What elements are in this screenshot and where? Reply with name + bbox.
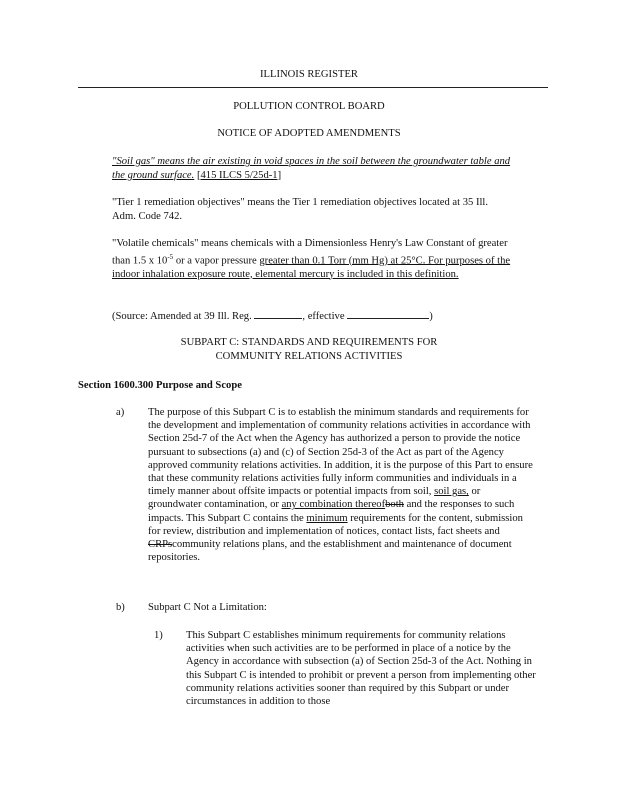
subsection-a-text: [148, 406, 536, 564]
subsection-a-inserted-soil-gas: soil gas,: [434, 486, 469, 498]
subsection-a-part-4: requirements for the content, submission for review, distribution and implementation of notices, contact lists, fact sheets and: [148, 512, 523, 537]
subsection-a-inserted-minimum: minimum: [306, 512, 348, 524]
definition-volatile-chemicals: [112, 237, 512, 281]
notice-title: NOTICE OF ADOPTED AMENDMENTS: [217, 128, 401, 139]
subsection-a-deleted-crps: CRPs: [148, 539, 173, 551]
definition-tier1: [112, 196, 512, 223]
board-title: POLLUTION CONTROL BOARD: [233, 101, 385, 112]
subsection-b1-text: This Subpart C establishes minimum requirements for community relations activities when such activities are to be performed in place of a notice by the Agency in accordance with subsection (a) of Section 25d-3 of the Act. Nothing in this Subpart C is intended to prohibit or prevent a person from implementing other community relations activities sooner than required by this Subpart or under circumstances in addition to those: [186, 630, 536, 708]
source-effective: , effective: [302, 311, 345, 322]
subsection-a-part-5: community relations plans, and the establishment and maintenance of document repositories.: [148, 539, 512, 564]
header-rule: [78, 87, 548, 88]
soil-gas-term: "Soil gas": [112, 156, 155, 167]
source-prefix: (Source: Amended at 39 Ill. Reg.: [112, 311, 252, 322]
voc-text-1: "Volatile chemicals" means: [112, 238, 231, 249]
subsection-b-label: b): [116, 602, 125, 613]
voc-text-3: or a vapor pressure: [173, 255, 260, 267]
subsection-b-text: Subpart C Not a Limitation:: [148, 602, 267, 613]
source-close: ): [429, 311, 433, 322]
tier1-text: "Tier 1 remediation objectives" means the Tier 1 remediation objectives located at 35 Ill. Adm. Code 742.: [112, 197, 489, 222]
voc-inserted-1: chemicals: [230, 238, 274, 249]
voc-exponent: -5: [167, 252, 174, 261]
subsection-a-deleted-both: both: [385, 499, 404, 511]
voc-text-2: with a Dimensionless Henry's Law Constant of greater than 1.5 x 10: [112, 238, 508, 267]
subpart-line-1: SUBPART C: STANDARDS AND REQUIREMENTS FOR: [180, 337, 438, 348]
soil-gas-text: means the air existing in void spaces in the soil between the groundwater table and the ground surface.: [112, 156, 511, 181]
section-heading: Section 1600.300 Purpose and Scope: [78, 380, 242, 391]
subpart-line-2: COMMUNITY RELATIONS ACTIVITIES: [215, 351, 403, 362]
subsection-a-part-1: The purpose of this Subpart C is to establish the minimum standards and requirements for the development and implementation of community relations activities in accordance with Section 25d-7 of the Act when the Agency has authorized a person to provide the notice pursuant to subsections (a) and (c) of Section 25d-3 of the Act as part of the Agency approved community relations activities. In addition, it is the purpose of this Part to ensure that these community relations activities fully inform communities and individuals in a timely manner about offsite impacts or potential impacts from soil,: [148, 407, 533, 498]
subsection-b1-label: 1): [154, 630, 163, 641]
soil-gas-citation: [415 ILCS 5/25d-1]: [196, 169, 282, 181]
voc-inserted-2: greater than 0.1 Torr (mm Hg) at 25°C. For purposes of the indoor inhalation exposure route, elemental mercury is included in this definition.: [112, 255, 511, 280]
subsection-a-part-2: or groundwater contamination, or: [148, 486, 481, 511]
subsection-a-part-3: and the responses to such impacts. This Subpart C contains the: [148, 499, 515, 524]
subsection-a-label: a): [116, 407, 125, 418]
source-reg-blank: [254, 308, 302, 319]
subsection-a-inserted-combination: any combination thereof: [281, 499, 386, 511]
source-note: [112, 308, 512, 324]
source-date-blank: [347, 308, 429, 319]
register-title: ILLINOIS REGISTER: [260, 69, 358, 80]
definition-soil-gas: [112, 155, 512, 182]
